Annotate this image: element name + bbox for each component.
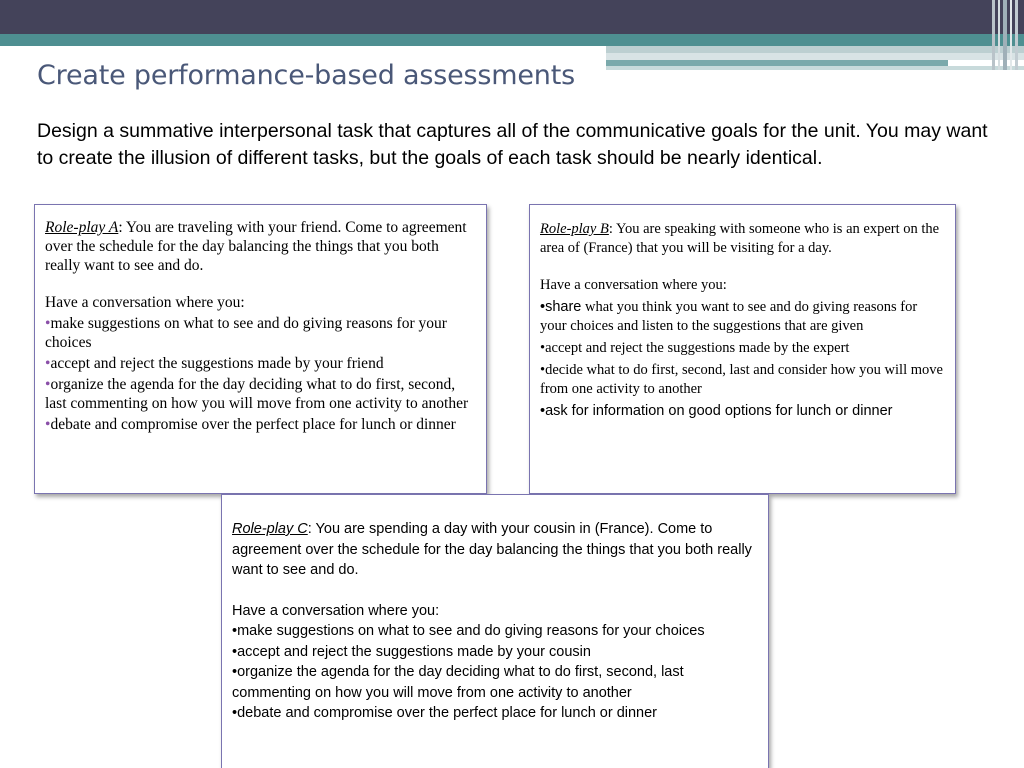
role-play-b-lead xyxy=(540,220,945,258)
role-play-a-prompt: Have a conversation where you: xyxy=(45,294,245,311)
role-play-a-label: Role-play A xyxy=(45,219,119,236)
role-play-c-box xyxy=(221,494,769,768)
role-play-b-bullet: •decide what to do first, second, last and consider how you will move from one activity to another xyxy=(540,362,943,397)
role-play-b-description: : You are speaking with someone who is an expert on the area of (France) that you will be visiting for a day. xyxy=(540,221,940,256)
role-play-c-bullet: •organize the agenda for the day deciding what to do first, second, last commenting on how you will move from one activity to another xyxy=(232,664,684,701)
role-play-c-bullet: •make suggestions on what to see and do giving reasons for your choices xyxy=(232,623,705,639)
role-play-c-lead xyxy=(232,519,758,581)
role-play-c-description: : You are spending a day with your cousin in (France). Come to agreement over the schedule for the day balancing the things that you both really want to see and do. xyxy=(232,521,752,578)
role-play-a-lead xyxy=(45,218,476,275)
slide-title: Create performance-based assessments xyxy=(37,60,575,91)
header-accent-band xyxy=(606,53,1024,60)
role-play-a-description: : You are traveling with your friend. Come to agreement over the schedule for the day balancing the things that you both really want to see and do. xyxy=(45,219,467,274)
slide-intro-text: Design a summative interpersonal task that captures all of the communicative goals for the unit. You may want to create the illusion of different tasks, but the goals of each task should be nearly identical. xyxy=(37,120,988,169)
role-play-b-bullet: •share what you think you want to see and do giving reasons for your choices and listen to the suggestions that are given xyxy=(540,299,918,334)
role-play-c-prompt: Have a conversation where you: xyxy=(232,602,440,619)
role-play-c-label: Role-play C xyxy=(232,521,308,537)
role-play-b-box xyxy=(529,204,956,494)
role-play-b-bullet: •ask for information on good options for lunch or dinner xyxy=(540,403,893,419)
role-play-a-bullet: •accept and reject the suggestions made by your friend xyxy=(45,355,384,372)
role-play-a-box xyxy=(34,204,487,494)
role-play-c-bullet: •debate and compromise over the perfect place for lunch or dinner xyxy=(232,705,658,721)
header-dark-bar xyxy=(0,0,1024,34)
role-play-a-bullet: •debate and compromise over the perfect place for lunch or dinner xyxy=(45,416,456,433)
role-play-a-bullet: •organize the agenda for the day deciding what to do first, second, last commenting on how you will move from one activity to another xyxy=(45,376,469,412)
role-play-c-bullet: •accept and reject the suggestions made by your cousin xyxy=(232,643,591,660)
header-teal-band xyxy=(0,34,1024,46)
role-play-a-bullet: •make suggestions on what to see and do giving reasons for your choices xyxy=(45,315,447,351)
role-play-b-prompt: Have a conversation where you: xyxy=(540,277,727,293)
role-play-b-label: Role-play B xyxy=(540,221,609,237)
role-play-b-bullet: •accept and reject the suggestions made by the expert xyxy=(540,340,850,356)
header-accent-band-lower xyxy=(606,66,1024,70)
header-vertical-stripes xyxy=(990,0,1024,70)
